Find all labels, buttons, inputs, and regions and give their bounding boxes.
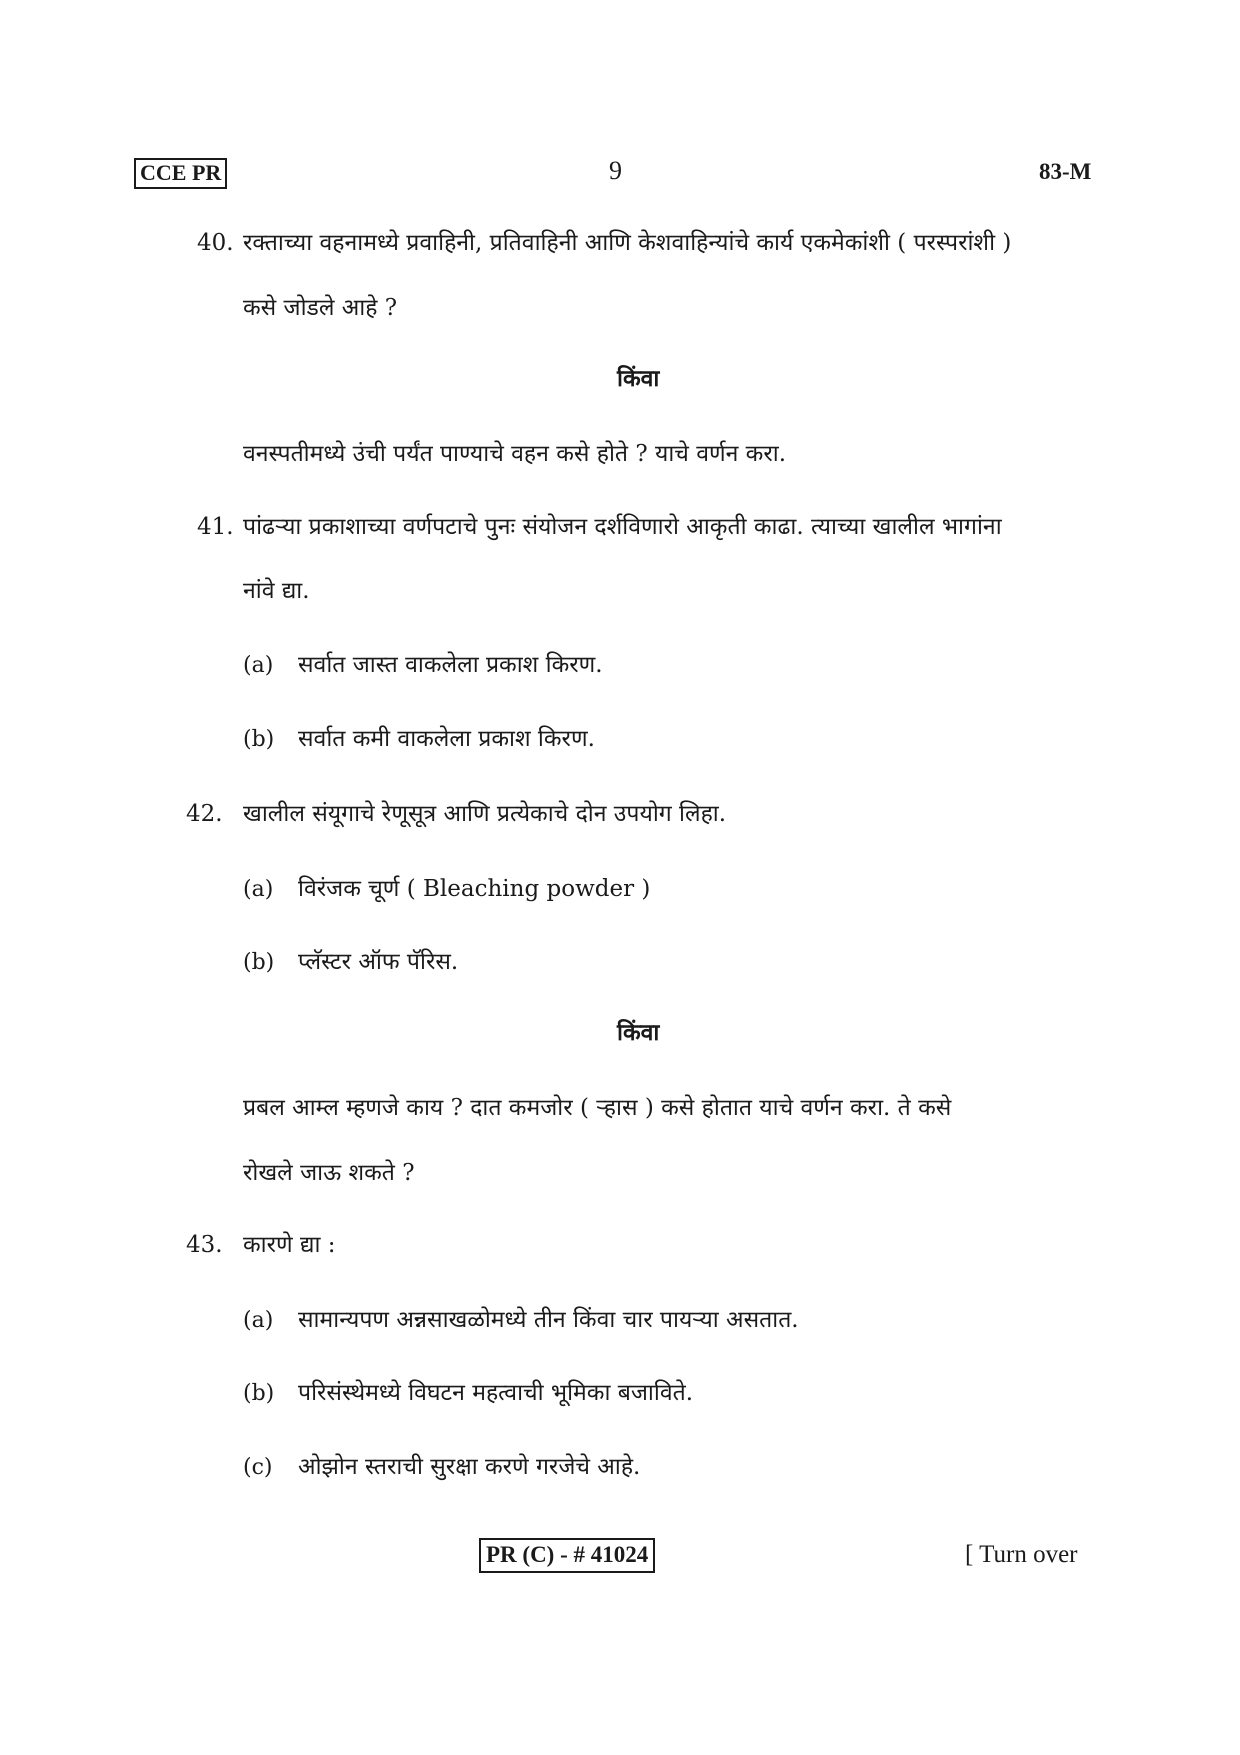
question-41-line2: नांवे द्या.: [243, 578, 310, 604]
question-42-item-a-label: (a): [243, 877, 274, 902]
question-42-alternative-line1: प्रबल आम्ल म्हणजे काय ? दात कमजोर ( ऱ्हास ) कसे होतात याचे वर्णन करा. ते कसे: [243, 1095, 952, 1121]
footer-code-box: PR (C) - # 41024: [479, 1538, 655, 1573]
question-43-item-a-label: (a): [243, 1308, 274, 1333]
question-42-item-a-text: विरंजक चूर्ण ( Bleaching powder ): [298, 876, 651, 902]
question-40-line1: रक्ताच्या वहनामध्ये प्रवाहिनी, प्रतिवाहिनी आणि केशवाहिन्यांचे कार्य एकमेकांशी ( परस्परांशी ): [243, 230, 1012, 256]
question-40-alternative: वनस्पतीमध्ये उंची पर्यंत पाण्याचे वहन कसे होते ? याचे वर्णन करा.: [243, 441, 787, 467]
question-42-number: 42.: [186, 801, 223, 827]
question-41-item-a-text: सर्वात जास्त वाकलेला प्रकाश किरण.: [298, 652, 603, 678]
question-43-item-b-label: (b): [243, 1381, 275, 1406]
question-43-item-b-text: परिसंस्थेमध्ये विघटन महत्वाची भूमिका बजाविते.: [298, 1380, 694, 1406]
question-43-line1: कारणे द्या :: [243, 1232, 336, 1258]
question-43-item-a-text: सामान्यपण अन्नसाखळोमध्ये तीन किंवा चार पायऱ्या असतात.: [298, 1307, 799, 1333]
question-42-or-heading: किंवा: [617, 1019, 660, 1046]
question-42-item-b-text: प्लॅस्टर ऑफ पॅरिस.: [298, 949, 459, 975]
question-43-item-c-text: ओझोन स्तराची सुरक्षा करणे गरजेचे आहे.: [298, 1454, 641, 1480]
turn-over-note: [ Turn over: [965, 1541, 1078, 1568]
page-number: 9: [609, 156, 622, 185]
question-40-line2: कसे जोडले आहे ?: [243, 295, 398, 321]
question-42-line1: खालील संयूगाचे रेणूसूत्र आणि प्रत्येकाचे दोन उपयोग लिहा.: [243, 801, 727, 827]
question-41-line1: पांढऱ्या प्रकाशाच्या वर्णपटाचे पुनः संयोजन दर्शविणारो आकृती काढा. त्याच्या खालील भागांना: [243, 514, 1002, 540]
question-43-item-c-label: (c): [243, 1455, 273, 1480]
paper-code: 83-M: [1039, 159, 1092, 184]
question-43-number: 43.: [186, 1232, 223, 1258]
question-42-item-b-label: (b): [243, 950, 275, 975]
question-41-item-b-label: (b): [243, 727, 275, 752]
question-41-item-a-label: (a): [243, 653, 274, 678]
question-40-or-heading: किंवा: [617, 365, 660, 392]
question-41-item-b-text: सर्वात कमी वाकलेला प्रकाश किरण.: [298, 726, 595, 752]
question-41-number: 41.: [197, 514, 234, 540]
header-left-label: CCE PR: [134, 158, 227, 189]
question-40-number: 40.: [197, 230, 234, 256]
question-42-alternative-line2: रोखले जाऊ शकते ?: [243, 1160, 415, 1186]
